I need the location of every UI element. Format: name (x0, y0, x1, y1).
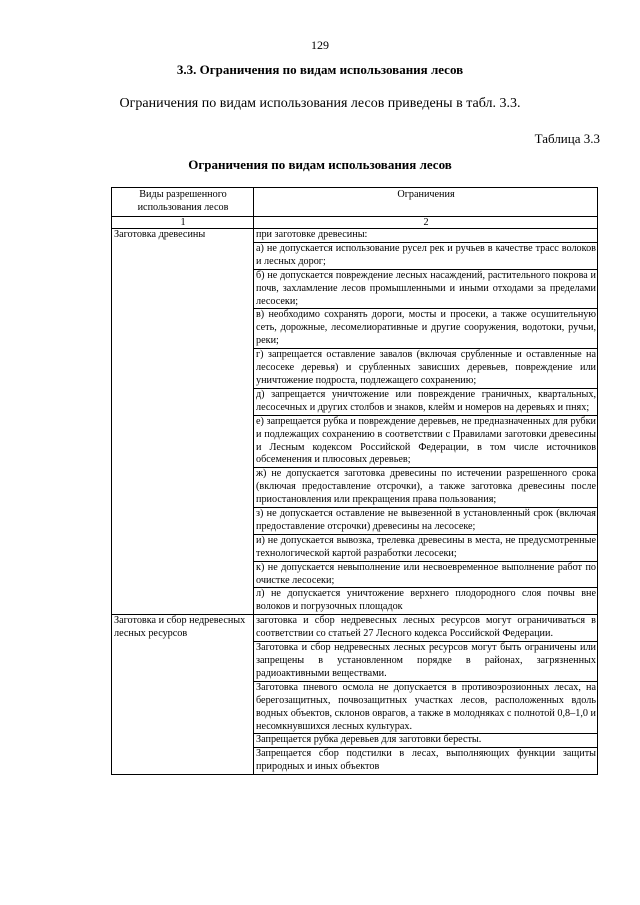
column-number: 1 (112, 217, 254, 229)
column-number: 2 (254, 217, 598, 229)
intro-text: Ограничения по видам использования лесов приведены в табл. 3.3. (119, 96, 521, 111)
restriction-item: б) не допускается повреждение лесных насаждений, растительного покрова и почв, захламление лесов промышленными и иными отходами за пределами лесосеки; (254, 270, 597, 310)
restriction-item: д) запрещается уничтожение или повреждение граничных, квартальных, лесосечных и других столбов и знаков, клейм и номеров на деревьях и пнях; (254, 389, 597, 416)
restriction-item: и) не допускается вывозка, трелевка древесины в места, не предусмотренные технологической картой разработки лесосеки; (254, 535, 597, 562)
restriction-item: ж) не допускается заготовка древесины по истечении разрешенного срока (включая предоставление отсрочки), а также заготовка древесины после приостановления или прекращения права пользования; (254, 468, 597, 508)
restriction-item: Запрещается рубка деревьев для заготовки бересты. (254, 734, 597, 748)
table-row (112, 229, 598, 615)
restriction-item: заготовка и сбор недревесных лесных ресурсов могут ограничиваться в соответствии со статьей 27 Лесного кодекса Российской Федерации. (254, 615, 597, 642)
restriction-item: в) необходимо сохранять дороги, мосты и просеки, а также осушительную сеть, дорожные, лесомелиоративные и другие сооружения, водотоки, ручьи, реки; (254, 309, 597, 349)
restrictions-table (111, 187, 598, 775)
page-number: 129 (311, 38, 329, 52)
column-header-use-type: Виды разрешенного использования лесов (112, 188, 254, 217)
restriction-item: Запрещается сбор подстилки в лесах, выполняющих функции защиты природных и иных объектов (256, 748, 596, 773)
restrictions-cell (254, 229, 598, 615)
table-header-row (112, 188, 598, 217)
restriction-item: Заготовка пневого осмола не допускается в противоэрозионных лесах, на берегозащитных, почвозащитных участках лесов, расположенных вдоль водных объектов, склонов оврагов, а также в молодняках с полнотой 0,8–1,0 и несомкнувшихся лесных культурах. (254, 682, 597, 735)
restriction-item: а) не допускается использование русел рек и ручьев в качестве трасс волоков и лесных дорог; (254, 243, 597, 270)
restriction-item: г) запрещается оставление завалов (включая срубленные и оставленные на лесосеке деревья) и срубленных зависших деревьев, повреждение или уничтожение подроста, подлежащего сохранению; (254, 349, 597, 389)
restriction-item: з) не допускается оставление не вывезенной в установленный срок (включая предоставление отсрочки) древесины на лесосеке; (254, 508, 597, 535)
section-heading: 3.3. Ограничения по видам использования лесов (176, 62, 464, 77)
table-caption: Ограничения по видам использования лесов (188, 157, 452, 172)
restrictions-cell (254, 615, 598, 775)
restriction-item: л) не допускается уничтожение верхнего плодородного слоя почвы вне волоков и погрузочных площадок (256, 588, 596, 613)
table-label: Таблица 3.3 (534, 131, 600, 146)
restriction-item: при заготовке древесины: (254, 229, 597, 243)
use-type-cell: Заготовка древесины (112, 229, 254, 615)
restriction-item: е) запрещается рубка и повреждение деревьев, не предназначенных для рубки и подлежащих сохранению в соответствии с Правилами заготовки древесины и Лесным кодексом Российской Федерации, в том числе источников обсеменения и плюсовых деревьев; (254, 416, 597, 469)
table-row (112, 615, 598, 775)
restriction-item: Заготовка и сбор недревесных лесных ресурсов могут быть ограничены или запрещены в установленном порядке в районах, загрязненных радиоактивными веществами. (254, 642, 597, 682)
restriction-item: к) не допускается невыполнение или несвоевременное выполнение работ по очистке лесосеки; (254, 562, 597, 589)
use-type-cell: Заготовка и сбор недревесных лесных ресурсов (112, 615, 254, 775)
column-number-row (112, 217, 598, 229)
column-header-restrictions: Ограничения (254, 188, 598, 217)
